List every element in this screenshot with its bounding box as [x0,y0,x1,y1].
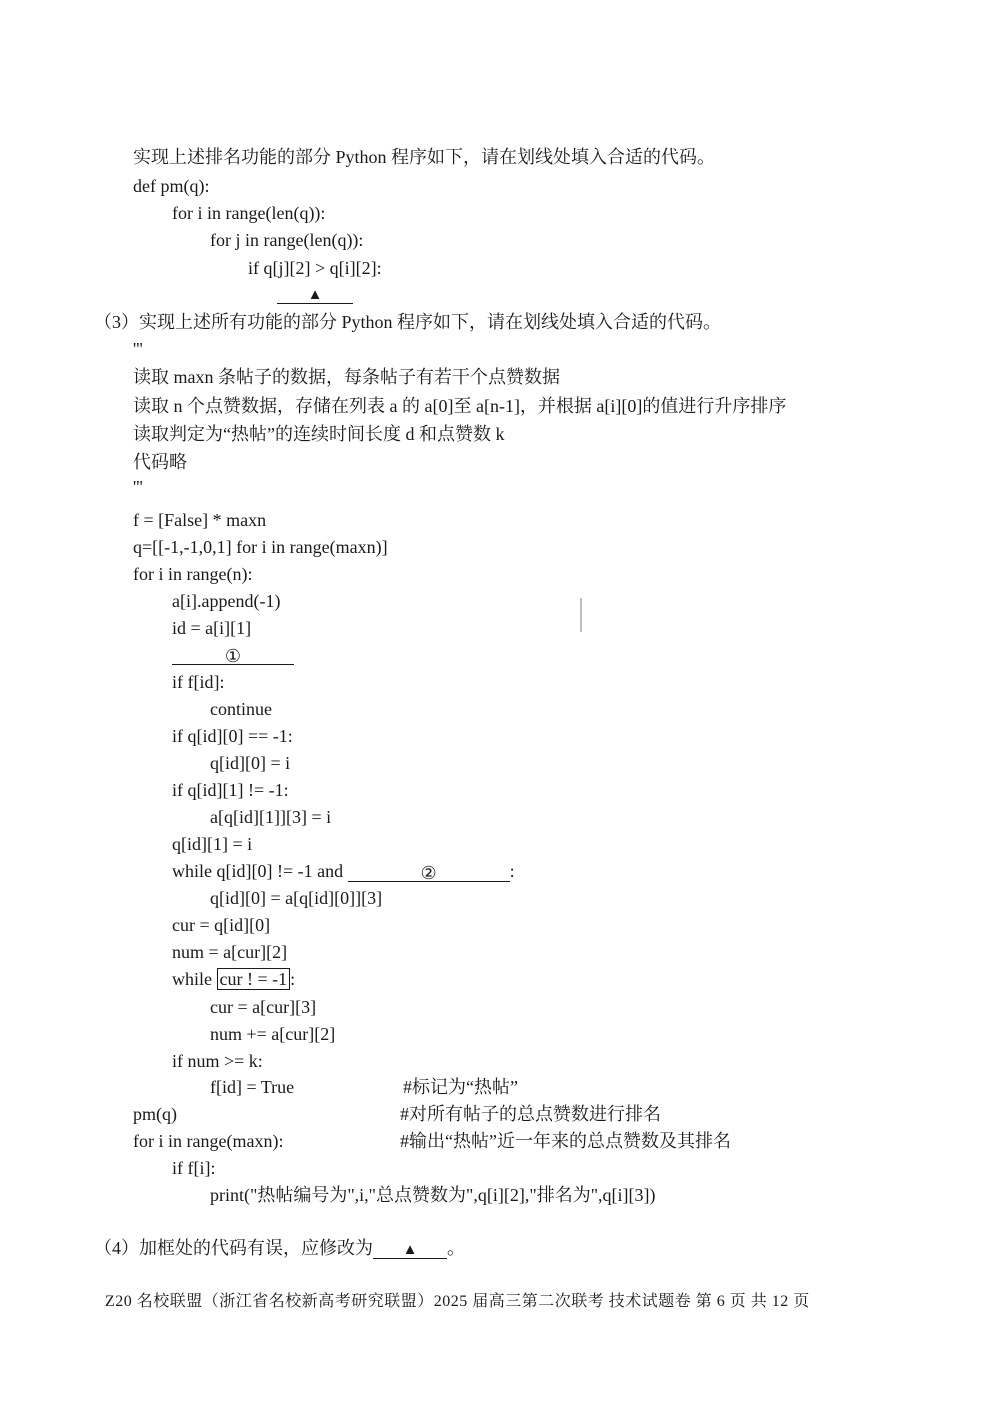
blank-number: ② [348,862,510,882]
code-line: cur = q[id][0] [172,915,271,935]
code-line: print("热帖编号为",i,"总点赞数为",q[i][2],"排名为",q[i][3]) [210,1185,656,1205]
code-line: q[id][1] = i [172,834,253,854]
code-line: q[id][0] = i [210,753,291,773]
docstring-line: 代码略 [133,452,187,472]
code-comment: #标记为“热帖” [403,1077,518,1097]
blank-mark: ▲ [277,284,353,304]
code-text: while [172,969,212,989]
question-text: 加框处的代码有误，应修改为 [139,1238,373,1258]
colon: : [509,861,515,881]
code-line: a[q[id][1]][3] = i [210,807,332,827]
code-line: continue [210,699,272,719]
code-line: num = a[cur][2] [172,942,288,962]
page-footer: Z20 名校联盟（浙江省名校新高考研究联盟）2025 届高三第二次联考 技术试题卷 第 6 页 共 12 页 [105,1293,810,1310]
docstring-line: 读取 n 个点赞数据，存储在列表 a 的 a[0]至 a[n-1]，并根据 a[i][0]的值进行升序排序 [133,396,787,416]
code-line: q[id][0] = a[q[id][0]][3] [210,888,383,908]
code-line: if f[id]: [172,672,225,692]
docstring-quote: ''' [133,477,143,497]
blank-number: ① [172,645,294,665]
code-text: while q[id][0] != -1 and [172,861,344,881]
part2-intro: 实现上述排名功能的部分 Python 程序如下，请在划线处填入合适的代码。 [133,147,716,167]
question-3 [94,311,721,333]
code-line: for j in range(len(q)): [210,230,364,250]
code-line: num += a[cur][2] [210,1024,336,1044]
code-line: f[id] = True [210,1077,295,1097]
code-line: def pm(q): [133,176,210,196]
scan-artifact [580,598,582,632]
answer-blank-1 [172,643,294,665]
code-line: if q[id][0] == -1: [172,726,293,746]
code-line: if q[j][2] > q[i][2]: [248,258,382,278]
code-comment: #输出“热帖”近一年来的总点赞数及其排名 [400,1131,731,1151]
code-line: for i in range(len(q)): [172,203,326,223]
colon: : [290,969,296,989]
code-line: q=[[-1,-1,0,1] for i in range(maxn)] [133,537,388,557]
boxed-code: cur ! = -1 [217,968,291,990]
code-line: a[i].append(-1) [172,591,281,611]
code-line: if f[i]: [172,1158,216,1178]
code-comment: #对所有帖子的总点赞数进行排名 [400,1104,661,1124]
code-line: if q[id][1] != -1: [172,780,289,800]
code-line: cur = a[cur][3] [210,997,317,1017]
code-line: pm(q) [133,1104,177,1124]
docstring-quote: ''' [133,339,143,359]
question-label: （4） [94,1238,139,1258]
code-line: for i in range(n): [133,564,253,584]
question-intro: 实现上述所有功能的部分 Python 程序如下，请在划线处填入合适的代码。 [139,312,722,332]
code-line: if num >= k: [172,1051,263,1071]
code-line: id = a[i][1] [172,618,252,638]
code-line: f = [False] * maxn [133,510,267,530]
docstring-line: 读取 maxn 条帖子的数据，每条帖子有若干个点赞数据 [133,367,560,387]
code-line-with-box [172,968,295,990]
blank-mark: ▲ [373,1239,447,1259]
code-line: for i in range(maxn): [133,1131,284,1151]
question-4 [94,1237,465,1259]
code-line-with-blank [172,860,515,882]
sentence-end: 。 [447,1238,465,1258]
question-label: （3） [94,312,139,332]
docstring-line: 读取判定为“热帖”的连续时间长度 d 和点赞数 k [133,424,505,444]
answer-blank [277,282,353,304]
